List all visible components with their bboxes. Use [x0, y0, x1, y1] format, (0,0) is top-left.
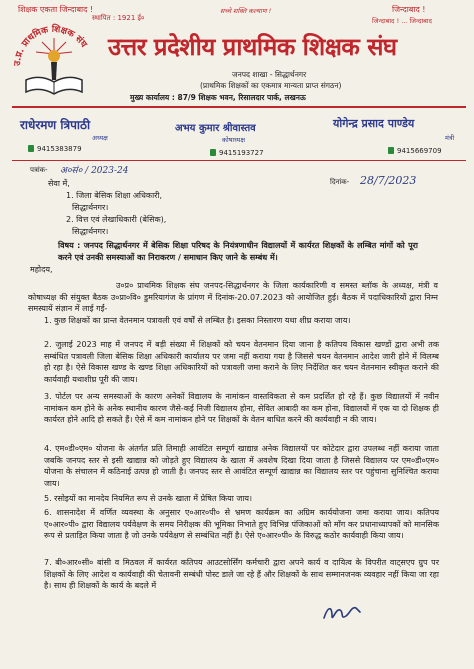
- officer-president-role: अध्यक्ष: [92, 134, 108, 142]
- logo-arc-text: उ.प्र. प्राथमिक शिक्षक संघ: [12, 24, 89, 67]
- established-year: स्थापित : 1921 ई०: [92, 14, 145, 22]
- phone-number: 9415383879: [37, 145, 82, 153]
- point-2: 2. जुलाई 2023 माह में जनपद में बड़ी संख्या में शिक्षकों को चयन वेतनमान दिया जाना है कतिपय विकास खण्डों द्वारा अभी तक सम्बंधित पत्रावली जिला बेसिक शिक्षा अधिकारी कार्यालय पर जमा नहीं कराया गया है जिससे चयन वेतनमान आदेश जारी होने में विलम्ब हो रहा है। ऐसे विकास खण्ड के खण्ड शिक्षा अधिकारियों को पत्रावली जमा कराने के लिए निर्देशित कर चयन वेतनमान स्वीकृत कराने की कार्यवाही यथाशीघ्र पूरी की जाय।: [44, 340, 439, 384]
- slogan-right: जिन्दाबाद !: [392, 5, 426, 14]
- point-4: 4. एम०डी०एम० योजना के अंतर्गत प्रति तिमाही आवंटित सम्पूर्ण खाद्यान्न अनेक विद्यालयों पर कोटेदार द्वारा उपलब्ध नहीं कराया जाता जबकि जनपद स्तर से इसी खाद्यान्न को जोड़ते हुए विद्यालय के खाता में अवशेष दिखा दिया जाता है जिससे विद्यालय पर एम०डी०एम० योजना के संचालन में कठिनाई उत्पन्न हो जाती है। जनपद स्तर से आवंटित सम्पूर्ण खाद्यान्न का विद्यालय स्तर पर पहुंचाना सुनिश्चित कराया जाय।: [44, 444, 439, 488]
- tagline: (प्राथमिक शिक्षकों का एकमात्र मान्यता प्राप्त संगठन): [200, 81, 342, 90]
- letter-date: 28/7/2023: [360, 174, 417, 187]
- officer-secretary-phone: [388, 147, 442, 155]
- officer-secretary-name: योगेन्द्र प्रसाद पाण्डेय: [333, 117, 415, 130]
- signature-icon: [322, 602, 362, 624]
- officer-president-name: राधेरमण त्रिपाठी: [20, 118, 91, 132]
- salutation: महोदय,: [30, 265, 53, 274]
- phone-icon: [210, 149, 216, 156]
- organization-title: उत्तर प्रदेशीय प्राथमिक शिक्षक संघ: [108, 32, 397, 61]
- slogan-right-2: जिन्दाबाद ! ... जिन्दाबाद: [372, 17, 432, 25]
- point-7: 7. बी०आर०सी० बांसी व मिठवल में कार्यरत कतिपय आउटसोर्सिंग कर्मचारी द्वारा अपने कार्य व दायित्व के विपरीत वाट्सएप ग्रुप पर शिक्षकों के लिए आदेश व कार्यवाही की चेतावनी सम्बंधी पोस्ट डाले जा रहे हैं और शिक्षकों के साथ सम्मानजनक व्यवहार नहीं किया जा रहा है। साथ ही शिक्षकों के कार्य के बदले में: [44, 558, 439, 591]
- phone-icon: [28, 145, 34, 152]
- reference-number: अ०सं० / 2023-24: [60, 166, 129, 176]
- date-label: दिनांक-: [330, 178, 350, 186]
- header-divider: [12, 106, 466, 108]
- reference-label: पत्रांक-: [30, 166, 48, 174]
- recipient-line-1: 1. जिला बेसिक शिक्षा अधिकारी,: [66, 191, 163, 200]
- recipient-line-4: सिद्धार्थनगर।: [72, 227, 109, 236]
- officer-treasurer-name: अभय कुमार श्रीवास्तव: [175, 123, 256, 134]
- point-1: 1. कुछ शिक्षकों का प्रान्त वेतनमान पत्रावली एवं वर्षों से लम्बित है। इसका निस्तारण यथा शीघ्र कराया जाय।: [44, 316, 351, 325]
- phone-icon: [388, 147, 394, 154]
- recipient-line-3: 2. वित्त एवं लेखाधिकारी (बेसिक),: [66, 215, 167, 224]
- officer-treasurer-phone: [210, 149, 264, 157]
- slogan-left: शिक्षक एकता जिन्दाबाद !: [18, 5, 94, 14]
- slogan-middle: सच्चे शक्ति कल्याण !: [220, 7, 272, 15]
- officer-treasurer-role: कोषाध्यक्ष: [222, 136, 245, 144]
- intro-paragraph: उ०प्र० प्राथमिक शिक्षक संघ जनपद-सिद्धार्थनगर के जिला कार्यकारिणी व समस्त ब्लॉक के अध्यक्ष, मंत्री व कोषाध्यक्ष की संयुक्त बैठक उ०प्रा०वि० डुमरियागंज के प्रांगण में दिनांक-20.07.2023 को आयोजित हुई। बैठक में पदाधिकारियों द्वारा निम्न समस्यायें संज्ञान में लाई गईं-: [28, 281, 438, 314]
- point-5: 5. रसोइयों का मानदेय नियमित रूप से उनके खाता में प्रेषित किया जाय।: [44, 494, 253, 503]
- recipient-line-2: सिद्धार्थनगर।: [72, 203, 109, 212]
- point-3: 3. पोर्टल पर अन्य समस्याओं के कारण अनेकों विद्यालय के नामांकन वास्तविकता से कम प्रदर्शित हो रहे हैं। कुछ विद्यालयों में नवीन नामांकन कम होने के अनेक स्थानीय कारण जैसे-कई निजी विद्यालय होना, सेवित आबादी का कम होना, विद्यालयों में एक या दो शिक्षक ही कार्यरत होने आदि हो सकते हैं। ऐसे में कम नामांकन होने पर शिक्षकों के वेतन बाधित करने की कार्यवाही न की जाय।: [44, 392, 439, 425]
- officer-president-phone: [28, 145, 82, 153]
- seva-me: सेवा में,: [48, 179, 70, 188]
- officer-secretary-role: मंत्री: [445, 134, 455, 142]
- head-office-address: मुख्य कार्यालय : 87/9 शिक्षक भवन, रिसालदार पार्क, लखनऊ: [130, 93, 306, 102]
- letter-subject: विषय : जनपद सिद्धार्थनगर में बेसिक शिक्षा परिषद के नियंत्रणाधीन विद्यालयों में कार्यरत शिक्षकों के लम्बित मांगों को पूरा करने एवं उनकी समस्याओं का निराकरण / समाधान किए जाने के सम्बंध में।: [58, 241, 418, 262]
- phone-number: 9415669709: [397, 147, 442, 155]
- branch-name: जनपद शाखा - सिद्धार्थनगर: [232, 70, 307, 79]
- officers-divider: [12, 160, 466, 161]
- phone-number: 9415193727: [219, 149, 264, 157]
- union-logo-icon: [8, 16, 100, 102]
- point-6: 6. शासनादेश में वर्णित व्यवस्था के अनुसार ए०आर०पी० से भ्रमण कार्यक्रम का अग्रिम कार्ययोजना जमा कराया जाय। कतिपय ए०आर०पी० द्वारा विद्यालय पर्यवेक्षण के समय निरीक्षक की भूमिका निभाते हुए विभिन्न पंजिकाओं को माँग कर प्रधानाध्यापकों को मानसिक रूप से प्रताड़ित किया जाता है जो उनके पर्यवेक्षण से सम्बंधित नहीं है। ऐसे ए०आर०पी० के विरुद्ध कठोर कार्यवाही किया जाय।: [44, 508, 439, 541]
